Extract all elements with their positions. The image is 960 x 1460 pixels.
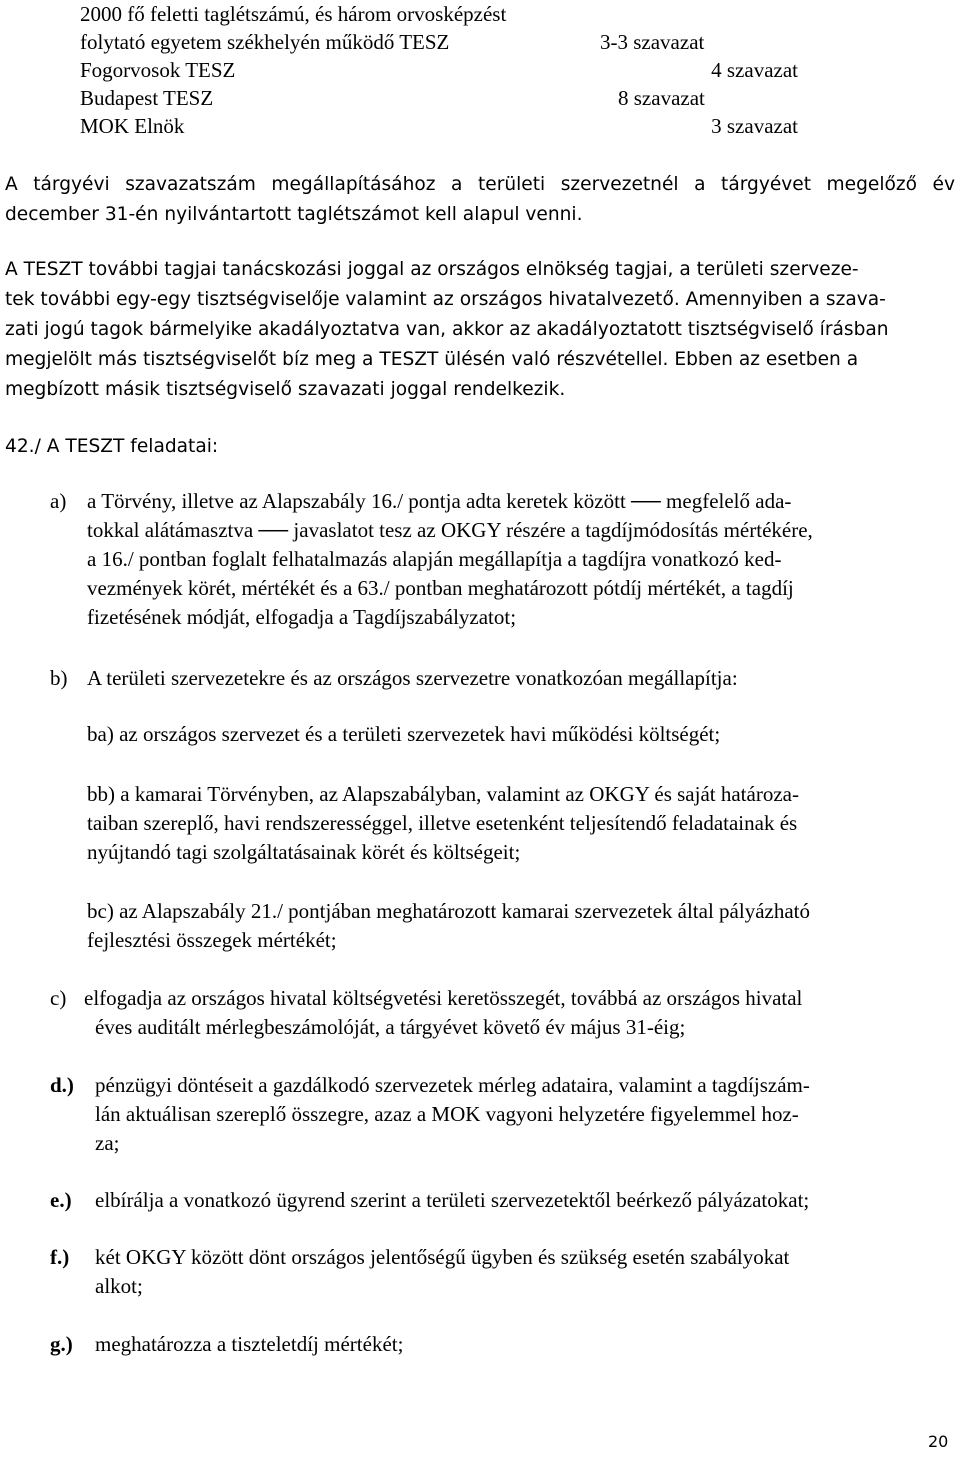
vote-row-value: 4 szavazat [711,58,798,82]
vote-row-label: MOK Elnök [80,114,185,138]
item-marker: c) [50,986,67,1010]
item-line: elfogadja az országos hivatal költségvetési keretösszegét, továbbá az országos hivatal [84,986,803,1010]
para-line: megjelölt más tisztségviselőt bíz meg a TESZT ülésén való részvétellel. Ebben az esetben a [5,349,859,370]
vote-row-label: Budapest TESZ [80,86,214,110]
item-marker: g.) [50,1332,73,1356]
item-line: a 16./ pontban foglalt felhatalmazás alapján megállapítja a tagdíjra vonatkozó ked- [87,547,782,571]
vote-row-value: 3 szavazat [711,114,798,138]
item-line: meghatározza a tiszteletdíj mértékét; [95,1332,404,1356]
list-item-ba: ba) az országos szervezet és a területi szervezetek havi működési költségét; [87,722,721,746]
para-line: zati jogú tagok bármelyike akadályoztatva van, akkor az akadályoztatott tisztségviselő írásban [5,319,889,340]
item-line: za; [95,1131,120,1155]
paragraph-vote-basis: A tárgyévi szavazatszám megállapításához a területi szervezetnél a tárgyévet megelőző év december 31-én nyilvántartott taglétszámot kell alapul venni. [5,174,955,225]
vote-row-value: 3-3 szavazat [600,30,705,54]
item-line: taiban szereplő, havi rendszerességgel, illetve esetenként teljesítendő feladatainak és [87,811,798,835]
item-line: bb) a kamarai Törvényben, az Alapszabályban, valamint az OKGY és saját határoza- [87,782,799,806]
item-line: bc) az Alapszabály 21./ pontjában meghatározott kamarai szervezetek által pályázható [87,899,810,923]
item-line: két OKGY között dönt országos jelentőségű ügyben és szükség esetén szabályokat [95,1245,790,1269]
item-line: A területi szervezetekre és az országos szervezetre vonatkozóan megállapítja: [87,666,738,690]
item-marker: b) [50,666,68,690]
item-line: lán aktuálisan szereplő összegre, azaz a MOK vagyoni helyzetére figyelemmel hoz- [95,1102,799,1126]
item-marker: d.) [50,1073,74,1097]
vote-row-label: folytató egyetem székhelyén működő TESZ [80,30,450,54]
item-line: tokkal alátámasztva ── javaslatot tesz az OKGY részére a tagdíjmódosítás mértékére, [87,518,813,542]
para-line: A TESZT további tagjai tanácskozási joggal az országos elnökség tagjai, a területi szerveze- [5,259,859,280]
item-line: elbírálja a vonatkozó ügyrend szerint a területi szervezetektől beérkező pályázatokat; [95,1188,810,1212]
item-line: fizetésének módját, elfogadja a Tagdíjszabályzatot; [87,605,517,629]
item-marker: f.) [50,1245,70,1269]
item-marker: a) [50,489,67,513]
item-line: a Törvény, illetve az Alapszabály 16./ pontja adta keretek között ── megfelelő ada- [87,489,792,513]
para-line: tek további egy-egy tisztségviselője valamint az országos hivatalvezető. Amennyiben a szava- [5,289,886,310]
page-number: 20 [928,1432,949,1451]
item-line: vezmények körét, mértékét és a 63./ pontban meghatározott pótdíj mértékét, a tagdíj [87,576,794,600]
para-line: megbízott másik tisztségviselő szavazati joggal rendelkezik. [5,379,566,400]
vote-row-value: 8 szavazat [618,86,705,110]
item-line: fejlesztési összegek mértékét; [87,928,337,952]
item-marker: e.) [50,1188,72,1212]
item-line: pénzügyi döntéseit a gazdálkodó szervezetek mérleg adataira, valamint a tagdíjszám- [95,1073,810,1097]
item-line: éves auditált mérlegbeszámolóját, a tárgyévet követő év május 31-éig; [95,1015,686,1039]
section-title: 42./ A TESZT feladatai: [5,436,219,457]
item-line: alkot; [95,1274,143,1298]
item-line: nyújtandó tagi szolgáltatásainak körét és költségeit; [87,840,521,864]
vote-row-label: 2000 fő feletti taglétszámú, és három orvosképzést [80,2,507,26]
vote-row-label: Fogorvosok TESZ [80,58,236,82]
